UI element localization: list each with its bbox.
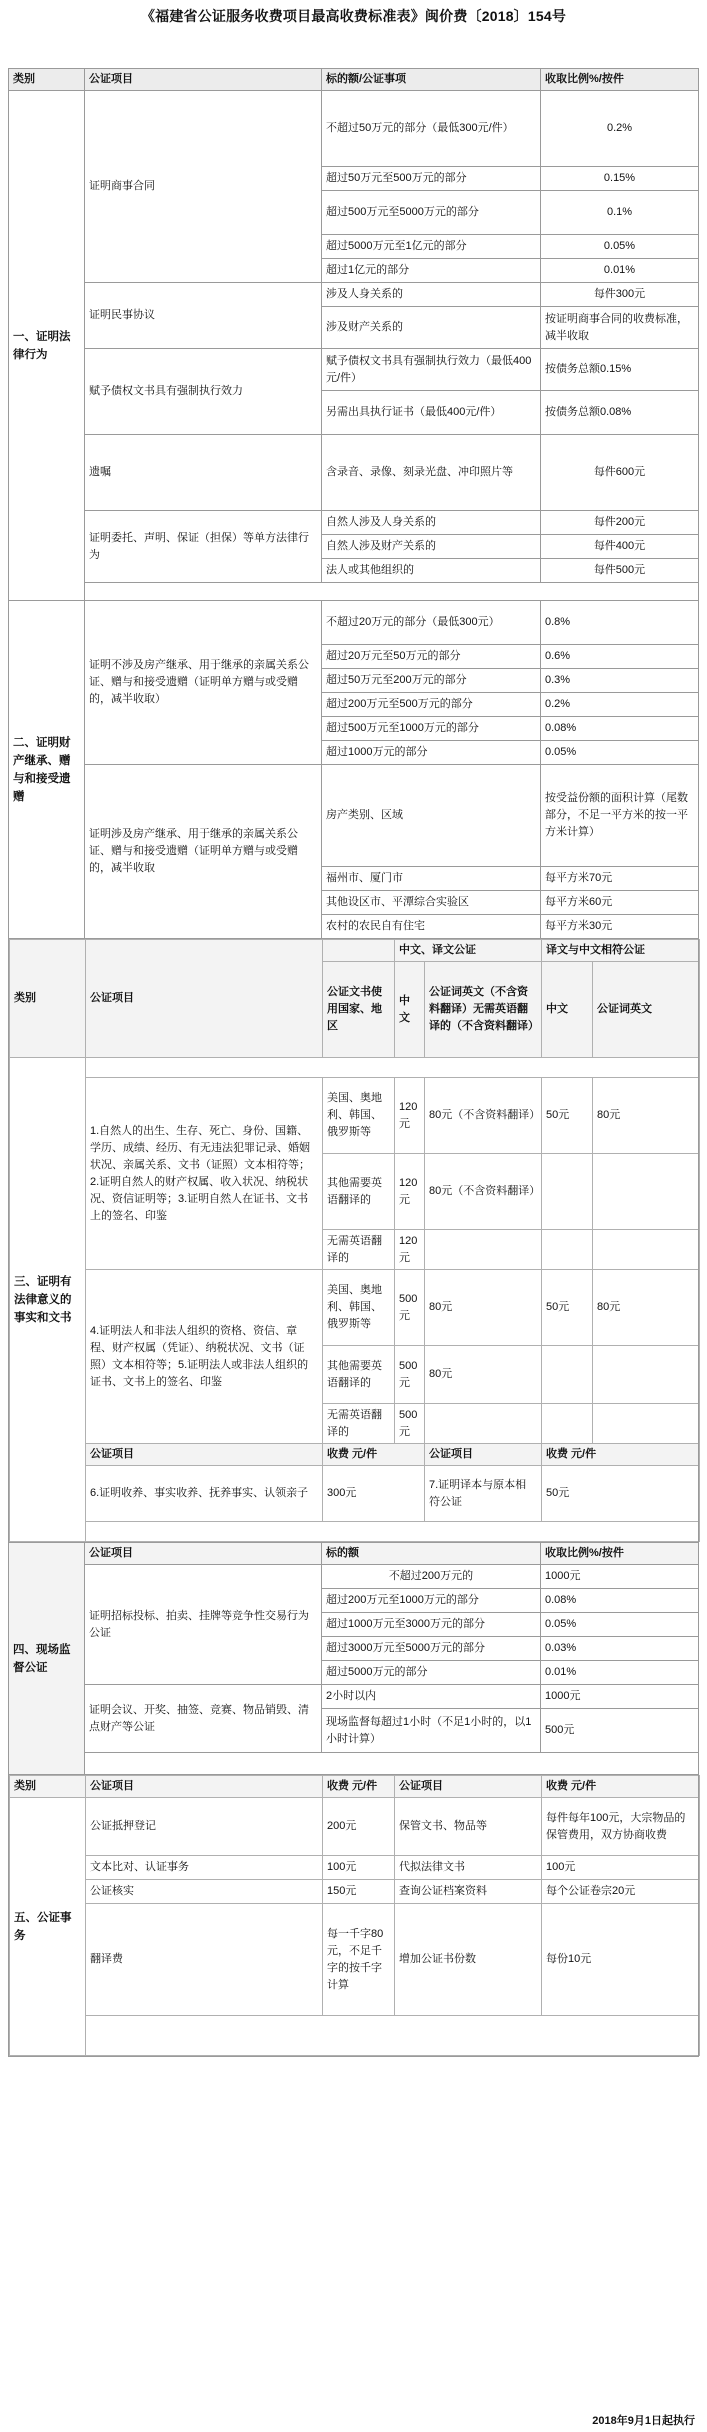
rate-cell: 0.3% [541, 669, 699, 693]
item-cell: 赋予债权文书具有强制执行效力 [85, 349, 322, 435]
item-cell: 代拟法律文书 [395, 1856, 542, 1880]
item-cell: 6.证明收养、事实收养、抚养事实、认领亲子 [86, 1466, 323, 1522]
amount-cell: 农村的农民自有住宅 [322, 915, 541, 939]
header-fee: 收费 元/件 [323, 1444, 425, 1466]
effective-date: 2018年9月1日起执行 [592, 2415, 695, 2427]
section5-container [9, 1775, 699, 2057]
rate-cell: 1000元 [541, 1685, 699, 1709]
header-group-conformity: 译文与中文相符公证 [542, 940, 700, 962]
table-row [9, 283, 699, 307]
amount-cell: 超过1000万元至3000万元的部分 [322, 1613, 541, 1637]
table-row [10, 1466, 700, 1522]
item-cell: 保管文书、物品等 [395, 1798, 542, 1856]
amount-cell: 现场监督每超过1小时（不足1小时的，以1小时计算） [322, 1709, 541, 1753]
item-cell: 增加公证书份数 [395, 1904, 542, 2016]
item-cell: 查询公证档案资料 [395, 1880, 542, 1904]
fee-cell: 500元 [395, 1270, 425, 1346]
header-category: 类别 [9, 69, 85, 91]
amount-cell: 超过5000万元至1亿元的部分 [322, 235, 541, 259]
item-cell: 翻译费 [86, 1904, 323, 2016]
category-cell: 三、证明有法律意义的事实和文书 [10, 1058, 86, 1542]
fee-cell: 80元 [425, 1270, 542, 1346]
table-row [10, 1904, 700, 2016]
table-row [9, 583, 699, 601]
table-row [9, 1685, 699, 1709]
fee-cell: 50元 [542, 1078, 593, 1154]
header-subject: 标的额/公证事项 [322, 69, 541, 91]
amount-cell: 超过1亿元的部分 [322, 259, 541, 283]
table-row [10, 1270, 700, 1346]
header-country: 公证文书使用国家、地区 [323, 962, 395, 1058]
spacer-cell [85, 583, 699, 601]
table-row [10, 1880, 700, 1904]
table-row [9, 1753, 699, 1775]
fee-cell [542, 1154, 593, 1230]
table-row [10, 1798, 700, 1856]
fee-cell [593, 1404, 700, 1444]
table-row [9, 91, 699, 167]
fee-cell: 120元 [395, 1230, 425, 1270]
table-row [10, 1078, 700, 1154]
amount-cell: 不超过20万元的部分（最低300元） [322, 601, 541, 645]
rate-cell: 每平方米70元 [541, 867, 699, 891]
country-cell: 无需英语翻译的 [323, 1230, 395, 1270]
fee-cell [425, 1230, 542, 1270]
spacer-cell [86, 1058, 700, 1078]
rate-cell: 1000元 [541, 1565, 699, 1589]
header-item-2: 公证项目 [425, 1444, 542, 1466]
item-cell: 证明委托、声明、保证（担保）等单方法律行为 [85, 511, 322, 583]
spacer-cell [86, 2016, 700, 2056]
fee-cell [542, 1230, 593, 1270]
section4-header-row [9, 1543, 699, 1565]
fee-cell: 300元 [323, 1466, 425, 1522]
amount-cell: 赋予债权文书具有强制执行效力（最低400元/件） [322, 349, 541, 391]
section3-container [9, 939, 699, 1543]
header-empty [323, 940, 395, 962]
rate-cell: 0.05% [541, 741, 699, 765]
rate-cell: 0.08% [541, 1589, 699, 1613]
header-category: 类别 [10, 1776, 86, 1798]
country-cell: 无需英语翻译的 [323, 1404, 395, 1444]
fee-cell [593, 1154, 700, 1230]
table-row [9, 435, 699, 511]
table-row [9, 511, 699, 535]
fee-cell: 每一千字80元，不足千字的按千字计算 [323, 1904, 395, 2016]
section5-header-row [10, 1776, 700, 1798]
spacer-cell [86, 1522, 700, 1542]
header-rate: 收取比例%/按件 [541, 69, 699, 91]
item-cell: 文本比对、认证事务 [86, 1856, 323, 1880]
rate-cell: 每件400元 [541, 535, 699, 559]
item-cell: 公证抵押登记 [86, 1798, 323, 1856]
header-english: 公证词英文（不含资料翻译）无需英语翻译的（不含资料翻译） [425, 962, 542, 1058]
amount-cell: 超过5000万元的部分 [322, 1661, 541, 1685]
amount-cell: 不超过200万元的 [322, 1565, 541, 1589]
item-cell: 遗嘱 [85, 435, 322, 511]
table-row [9, 1775, 699, 2057]
fee-cell: 200元 [323, 1798, 395, 1856]
amount-cell: 不超过50万元的部分（最低300元/件） [322, 91, 541, 167]
rate-cell: 每件200元 [541, 511, 699, 535]
fee-cell: 120元 [395, 1154, 425, 1230]
fee-cell: 每件每年100元，大宗物品的保管费用，双方协商收费 [542, 1798, 700, 1856]
fee-cell: 500元 [395, 1404, 425, 1444]
rate-cell: 0.2% [541, 91, 699, 167]
fee-cell: 80元（不含资料翻译） [425, 1154, 542, 1230]
item-cell: 证明民事协议 [85, 283, 322, 349]
rate-cell: 按受益份额的面积计算（尾数部分，不足一平方米的按一平方米计算） [541, 765, 699, 867]
amount-cell: 超过200万元至1000万元的部分 [322, 1589, 541, 1613]
table-header [9, 69, 699, 91]
fee-cell: 150元 [323, 1880, 395, 1904]
header-chinese-2: 中文 [542, 962, 593, 1058]
amount-cell: 福州市、厦门市 [322, 867, 541, 891]
country-cell: 其他需要英语翻译的 [323, 1346, 395, 1404]
header-item-2: 公证项目 [395, 1776, 542, 1798]
amount-cell: 2小时以内 [322, 1685, 541, 1709]
section3-header-row [10, 940, 700, 962]
header-item: 公证项目 [86, 1444, 323, 1466]
fee-cell [542, 1346, 593, 1404]
rate-cell: 0.01% [541, 259, 699, 283]
rate-cell: 0.6% [541, 645, 699, 669]
item-cell: 证明会议、开奖、抽签、竞赛、物品销毁、清点财产等公证 [85, 1685, 322, 1753]
amount-cell: 法人或其他组织的 [322, 559, 541, 583]
rate-cell: 按证明商事合同的收费标准，减半收取 [541, 307, 699, 349]
fee-cell [593, 1346, 700, 1404]
fee-cell: 80元（不含资料翻译） [425, 1078, 542, 1154]
fee-cell [593, 1230, 700, 1270]
rate-cell: 0.15% [541, 167, 699, 191]
rate-cell: 0.1% [541, 191, 699, 235]
header-fee-2: 收费 元/件 [542, 1444, 700, 1466]
header-english-2: 公证词英文 [593, 962, 700, 1058]
amount-cell: 超过500万元至5000万元的部分 [322, 191, 541, 235]
amount-cell: 超过3000万元至5000万元的部分 [322, 1637, 541, 1661]
amount-cell: 房产类别、区域 [322, 765, 541, 867]
header-chinese: 中文 [395, 962, 425, 1058]
header-amount: 标的额 [322, 1543, 541, 1565]
amount-cell: 超过50万元至500万元的部分 [322, 167, 541, 191]
amount-cell: 超过1000万元的部分 [322, 741, 541, 765]
header-fee-2: 收费 元/件 [542, 1776, 700, 1798]
fee-cell: 每份10元 [542, 1904, 700, 2016]
fee-cell: 80元 [425, 1346, 542, 1404]
table-row [9, 1565, 699, 1589]
spacer-row [10, 1522, 700, 1542]
item-cell: 证明商事合同 [85, 91, 322, 283]
item-cell: 公证核实 [86, 1880, 323, 1904]
country-cell: 美国、奥地利、韩国、俄罗斯等 [323, 1270, 395, 1346]
fee-cell [542, 1404, 593, 1444]
header-item: 公证项目 [85, 1543, 322, 1565]
header-item: 公证项目 [86, 1776, 323, 1798]
rate-cell: 每件500元 [541, 559, 699, 583]
rate-cell: 0.05% [541, 235, 699, 259]
amount-cell: 自然人涉及财产关系的 [322, 535, 541, 559]
header-rate: 收取比例%/按件 [541, 1543, 699, 1565]
rate-cell: 按债务总额0.08% [541, 391, 699, 435]
table-row [9, 601, 699, 645]
item-cell: 证明涉及房产继承、用于继承的亲属关系公证、赠与和接受遗赠（证明单方赠与或受赠的，减半收取 [85, 765, 322, 939]
fee-cell: 每个公证卷宗20元 [542, 1880, 700, 1904]
rate-cell: 0.05% [541, 1613, 699, 1637]
spacer-row [10, 2016, 700, 2056]
fee-cell [425, 1404, 542, 1444]
table-row [10, 1856, 700, 1880]
category-cell: 一、证明法律行为 [9, 91, 85, 601]
fee-cell: 50元 [542, 1270, 593, 1346]
fee-cell: 100元 [542, 1856, 700, 1880]
fee-cell: 500元 [395, 1346, 425, 1404]
fee-cell: 80元 [593, 1078, 700, 1154]
fee-table [8, 68, 699, 2057]
rate-cell: 500元 [541, 1709, 699, 1753]
header-group-chinese-translation: 中文、译文公证 [395, 940, 542, 962]
header-item: 公证项目 [85, 69, 322, 91]
category-cell: 四、现场监督公证 [9, 1543, 85, 1775]
amount-cell: 涉及人身关系的 [322, 283, 541, 307]
section3-table [9, 939, 700, 1542]
amount-cell: 超过20万元至50万元的部分 [322, 645, 541, 669]
rate-cell: 0.8% [541, 601, 699, 645]
amount-cell: 自然人涉及人身关系的 [322, 511, 541, 535]
table-row [9, 939, 699, 1543]
fee-cell: 50元 [542, 1466, 700, 1522]
header-category: 类别 [10, 940, 86, 1058]
amount-cell: 含录音、录像、刻录光盘、冲印照片等 [322, 435, 541, 511]
rate-cell: 0.08% [541, 717, 699, 741]
country-cell: 其他需要英语翻译的 [323, 1154, 395, 1230]
country-cell: 美国、奥地利、韩国、俄罗斯等 [323, 1078, 395, 1154]
rate-cell: 0.03% [541, 1637, 699, 1661]
item-cell: 证明不涉及房产继承、用于继承的亲属关系公证、赠与和接受遗赠（证明单方赠与或受赠的，减半收取） [85, 601, 322, 765]
amount-cell: 涉及财产关系的 [322, 307, 541, 349]
section5-table [9, 1775, 700, 2056]
fee-cell: 80元 [593, 1270, 700, 1346]
amount-cell: 另需出具执行证书（最低400元/件） [322, 391, 541, 435]
fee-cell: 100元 [323, 1856, 395, 1880]
amount-cell: 超过50万元至200万元的部分 [322, 669, 541, 693]
spacer-row [10, 1058, 700, 1078]
rate-cell: 每件600元 [541, 435, 699, 511]
table-row [9, 765, 699, 867]
category-cell: 二、证明财产继承、赠与和接受遗赠 [9, 601, 85, 939]
amount-cell: 其他设区市、平潭综合实验区 [322, 891, 541, 915]
header-item: 公证项目 [86, 940, 323, 1058]
amount-cell: 超过500万元至1000万元的部分 [322, 717, 541, 741]
amount-cell: 超过200万元至500万元的部分 [322, 693, 541, 717]
rate-cell: 0.2% [541, 693, 699, 717]
rate-cell: 按债务总额0.15% [541, 349, 699, 391]
item-cell: 证明招标投标、拍卖、挂牌等竞争性交易行为公证 [85, 1565, 322, 1685]
rate-cell: 每平方米30元 [541, 915, 699, 939]
item-cell: 4.证明法人和非法人组织的资格、资信、章程、财产权属（凭证）、纳税状况、文书（证照）文本相符等；5.证明法人或非法人组织的证书、文书上的签名、印鉴 [86, 1270, 323, 1444]
rate-cell: 0.01% [541, 1661, 699, 1685]
rate-cell: 每平方米60元 [541, 891, 699, 915]
rate-cell: 每件300元 [541, 283, 699, 307]
item-cell: 1.自然人的出生、生存、死亡、身份、国籍、学历、成绩、经历、有无违法犯罪记录、婚姻状况、亲属关系、文书（证照）文本相符等；2.证明自然人的财产权属、收入状况、纳税状况、资信证明等；3.证明自然人在证书、文书上的签名、印鉴 [86, 1078, 323, 1270]
table-row [9, 349, 699, 391]
spacer-cell [85, 1753, 699, 1775]
item-cell: 7.证明译本与原本相符公证 [425, 1466, 542, 1522]
page-title: 《福建省公证服务收费项目最高收费标准表》闽价费〔2018〕154号 [140, 8, 567, 24]
fee-cell: 120元 [395, 1078, 425, 1154]
subheader-row [10, 1444, 700, 1466]
header-fee: 收费 元/件 [323, 1776, 395, 1798]
category-cell: 五、公证事务 [10, 1798, 86, 2056]
